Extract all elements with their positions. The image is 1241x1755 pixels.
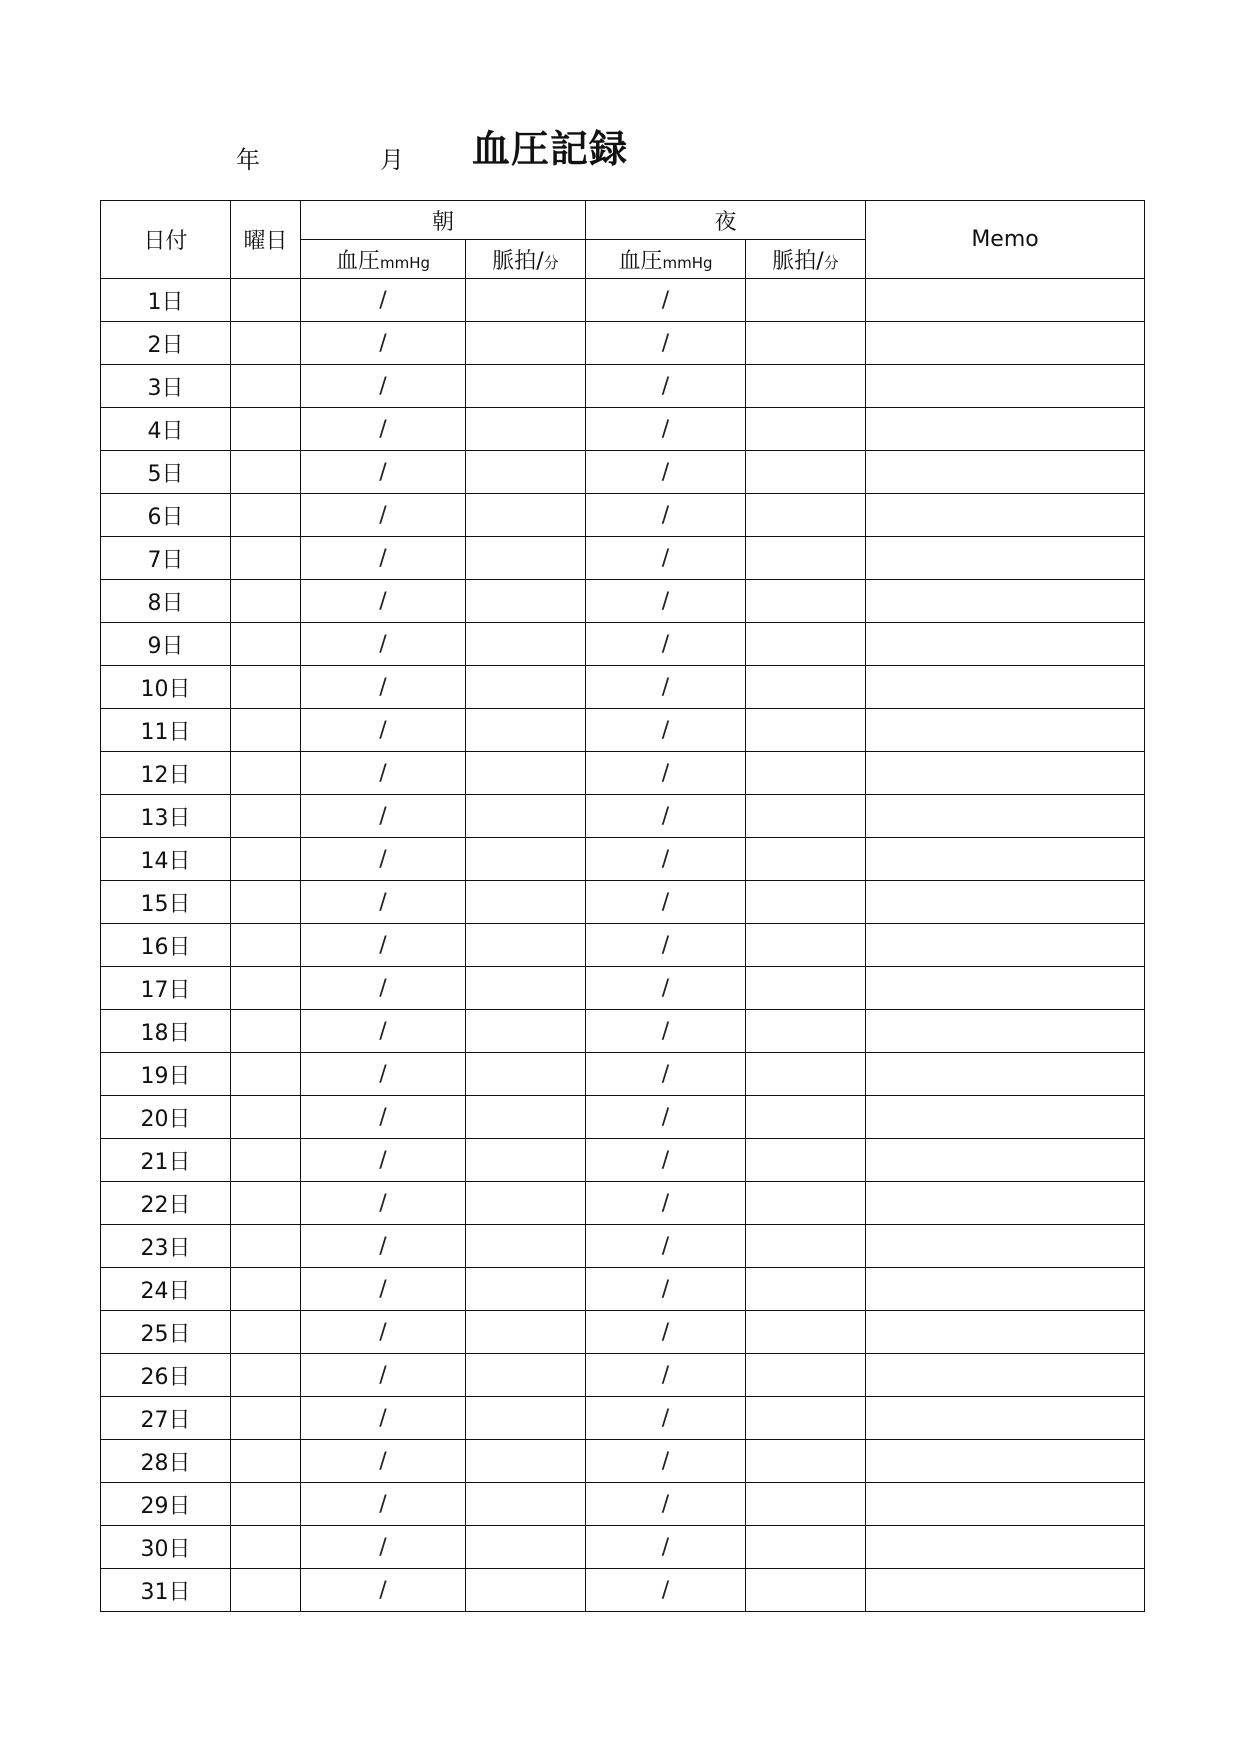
table-row	[101, 408, 1145, 451]
day-cell: 20日	[101, 1096, 231, 1139]
weekday-cell[interactable]	[231, 1139, 301, 1182]
day-cell: 28日	[101, 1440, 231, 1483]
weekday-cell[interactable]	[231, 451, 301, 494]
morning-bp-cell[interactable]: /	[301, 795, 466, 838]
day-cell: 31日	[101, 1569, 231, 1612]
night-bp-cell[interactable]: /	[586, 494, 746, 537]
weekday-cell[interactable]	[231, 494, 301, 537]
night-pulse-cell[interactable]	[746, 1010, 866, 1053]
morning-pulse-cell[interactable]	[466, 838, 586, 881]
page-title: 血圧記録	[472, 127, 629, 171]
weekday-cell[interactable]	[231, 838, 301, 881]
morning-bp-cell[interactable]: /	[301, 1225, 466, 1268]
weekday-cell[interactable]	[231, 1182, 301, 1225]
morning-pulse-cell[interactable]	[466, 1569, 586, 1612]
column-header-weekday: 曜日	[231, 201, 301, 279]
memo-cell[interactable]	[866, 1096, 1145, 1139]
morning-pulse-cell[interactable]	[466, 451, 586, 494]
morning-pulse-cell[interactable]	[466, 1354, 586, 1397]
memo-cell[interactable]	[866, 580, 1145, 623]
morning-bp-cell[interactable]: /	[301, 1526, 466, 1569]
table-row	[101, 1268, 1145, 1311]
column-header-night-bp	[586, 240, 746, 279]
day-cell: 22日	[101, 1182, 231, 1225]
table-row	[101, 279, 1145, 322]
table-row	[101, 795, 1145, 838]
morning-bp-cell[interactable]: /	[301, 1569, 466, 1612]
document-header	[0, 0, 1241, 200]
memo-cell[interactable]	[866, 1139, 1145, 1182]
morning-bp-cell[interactable]: /	[301, 666, 466, 709]
night-bp-cell[interactable]: /	[586, 1139, 746, 1182]
morning-bp-cell[interactable]: /	[301, 1311, 466, 1354]
night-pulse-cell[interactable]	[746, 1354, 866, 1397]
morning-pulse-cell[interactable]	[466, 279, 586, 322]
morning-pulse-cell[interactable]	[466, 408, 586, 451]
day-cell: 12日	[101, 752, 231, 795]
night-bp-cell[interactable]: /	[586, 1397, 746, 1440]
morning-pulse-cell[interactable]	[466, 967, 586, 1010]
memo-cell[interactable]	[866, 365, 1145, 408]
night-pulse-cell[interactable]	[746, 838, 866, 881]
morning-bp-cell[interactable]: /	[301, 1053, 466, 1096]
night-pulse-cell[interactable]	[746, 365, 866, 408]
day-cell: 13日	[101, 795, 231, 838]
night-bp-cell[interactable]: /	[586, 1569, 746, 1612]
table-row	[101, 881, 1145, 924]
table-row	[101, 322, 1145, 365]
day-cell: 8日	[101, 580, 231, 623]
day-cell: 1日	[101, 279, 231, 322]
morning-bp-cell[interactable]: /	[301, 322, 466, 365]
bp-unit: mmHg	[379, 253, 431, 272]
morning-pulse-cell[interactable]	[466, 1397, 586, 1440]
column-header-day: 日付	[101, 201, 231, 279]
table-body	[101, 279, 1145, 1612]
memo-cell[interactable]	[866, 1440, 1145, 1483]
night-pulse-cell[interactable]	[746, 1225, 866, 1268]
table-row	[101, 1569, 1145, 1612]
night-pulse-cell[interactable]	[746, 537, 866, 580]
day-cell: 17日	[101, 967, 231, 1010]
morning-pulse-cell[interactable]	[466, 1483, 586, 1526]
night-bp-cell[interactable]: /	[586, 322, 746, 365]
night-pulse-cell[interactable]	[746, 752, 866, 795]
weekday-cell[interactable]	[231, 365, 301, 408]
day-cell: 6日	[101, 494, 231, 537]
night-bp-cell[interactable]: /	[586, 838, 746, 881]
morning-pulse-cell[interactable]	[466, 537, 586, 580]
night-bp-cell[interactable]: /	[586, 967, 746, 1010]
memo-cell[interactable]	[866, 924, 1145, 967]
column-header-morning-bp	[301, 240, 466, 279]
morning-bp-cell[interactable]: /	[301, 1182, 466, 1225]
memo-cell[interactable]	[866, 1483, 1145, 1526]
morning-bp-cell[interactable]: /	[301, 1096, 466, 1139]
night-pulse-cell[interactable]	[746, 1526, 866, 1569]
day-cell: 5日	[101, 451, 231, 494]
morning-bp-cell[interactable]: /	[301, 1010, 466, 1053]
morning-pulse-cell[interactable]	[466, 494, 586, 537]
morning-pulse-cell[interactable]	[466, 1311, 586, 1354]
day-cell: 15日	[101, 881, 231, 924]
morning-bp-cell[interactable]: /	[301, 967, 466, 1010]
night-pulse-cell[interactable]	[746, 580, 866, 623]
morning-pulse-cell[interactable]	[466, 1053, 586, 1096]
night-bp-cell[interactable]: /	[586, 752, 746, 795]
memo-cell[interactable]	[866, 1311, 1145, 1354]
weekday-cell[interactable]	[231, 279, 301, 322]
weekday-cell[interactable]	[231, 1440, 301, 1483]
weekday-cell[interactable]	[231, 1311, 301, 1354]
weekday-cell[interactable]	[231, 967, 301, 1010]
table-row	[101, 924, 1145, 967]
night-pulse-cell[interactable]	[746, 924, 866, 967]
table-row	[101, 1096, 1145, 1139]
weekday-cell[interactable]	[231, 1053, 301, 1096]
memo-cell[interactable]	[866, 666, 1145, 709]
morning-bp-cell[interactable]: /	[301, 709, 466, 752]
night-bp-cell[interactable]: /	[586, 924, 746, 967]
pulse-label: 脈拍/	[772, 248, 824, 274]
morning-pulse-cell[interactable]	[466, 1526, 586, 1569]
column-header-night-pulse	[746, 240, 866, 279]
memo-cell[interactable]	[866, 752, 1145, 795]
night-bp-cell[interactable]: /	[586, 1440, 746, 1483]
morning-pulse-cell[interactable]	[466, 1182, 586, 1225]
table-row	[101, 1397, 1145, 1440]
morning-bp-cell[interactable]: /	[301, 1268, 466, 1311]
table-row	[101, 494, 1145, 537]
day-cell: 4日	[101, 408, 231, 451]
night-pulse-cell[interactable]	[746, 881, 866, 924]
table-row	[101, 451, 1145, 494]
morning-bp-cell[interactable]: /	[301, 1440, 466, 1483]
day-cell: 7日	[101, 537, 231, 580]
memo-cell[interactable]	[866, 451, 1145, 494]
bp-label: 血圧	[618, 248, 663, 274]
day-cell: 23日	[101, 1225, 231, 1268]
day-cell: 30日	[101, 1526, 231, 1569]
weekday-cell[interactable]	[231, 795, 301, 838]
morning-bp-cell[interactable]: /	[301, 537, 466, 580]
table-row	[101, 1053, 1145, 1096]
table-row	[101, 623, 1145, 666]
night-pulse-cell[interactable]	[746, 967, 866, 1010]
night-bp-cell[interactable]: /	[586, 1483, 746, 1526]
weekday-cell[interactable]	[231, 1569, 301, 1612]
morning-pulse-cell[interactable]	[466, 1096, 586, 1139]
table-row	[101, 709, 1145, 752]
day-cell: 16日	[101, 924, 231, 967]
table-row	[101, 1225, 1145, 1268]
day-cell: 27日	[101, 1397, 231, 1440]
morning-pulse-cell[interactable]	[466, 795, 586, 838]
night-pulse-cell[interactable]	[746, 1053, 866, 1096]
morning-bp-cell[interactable]: /	[301, 1139, 466, 1182]
table-row	[101, 967, 1145, 1010]
night-bp-cell[interactable]: /	[586, 279, 746, 322]
day-cell: 24日	[101, 1268, 231, 1311]
weekday-cell[interactable]	[231, 580, 301, 623]
weekday-cell[interactable]	[231, 752, 301, 795]
night-bp-cell[interactable]: /	[586, 365, 746, 408]
day-cell: 3日	[101, 365, 231, 408]
night-bp-cell[interactable]: /	[586, 1268, 746, 1311]
table-row	[101, 1526, 1145, 1569]
group-header-night: 夜	[586, 201, 866, 240]
night-bp-cell[interactable]: /	[586, 1010, 746, 1053]
morning-bp-cell[interactable]: /	[301, 752, 466, 795]
morning-pulse-cell[interactable]	[466, 365, 586, 408]
morning-pulse-cell[interactable]	[466, 752, 586, 795]
day-cell: 18日	[101, 1010, 231, 1053]
table-row	[101, 752, 1145, 795]
weekday-cell[interactable]	[231, 1354, 301, 1397]
memo-cell[interactable]	[866, 1182, 1145, 1225]
memo-cell[interactable]	[866, 1053, 1145, 1096]
memo-cell[interactable]	[866, 1225, 1145, 1268]
day-cell: 9日	[101, 623, 231, 666]
memo-cell[interactable]	[866, 1354, 1145, 1397]
night-bp-cell[interactable]: /	[586, 623, 746, 666]
memo-cell[interactable]	[866, 838, 1145, 881]
day-cell: 11日	[101, 709, 231, 752]
table-row	[101, 1483, 1145, 1526]
memo-cell[interactable]	[866, 1569, 1145, 1612]
column-header-memo: Memo	[866, 201, 1145, 279]
memo-cell[interactable]	[866, 279, 1145, 322]
day-cell: 2日	[101, 322, 231, 365]
table-row	[101, 580, 1145, 623]
night-pulse-cell[interactable]	[746, 1397, 866, 1440]
table-row	[101, 1010, 1145, 1053]
day-cell: 25日	[101, 1311, 231, 1354]
night-bp-cell[interactable]: /	[586, 537, 746, 580]
night-bp-cell[interactable]: /	[586, 1182, 746, 1225]
memo-cell[interactable]	[866, 408, 1145, 451]
night-pulse-cell[interactable]	[746, 451, 866, 494]
night-bp-cell[interactable]: /	[586, 1053, 746, 1096]
table-row	[101, 838, 1145, 881]
night-pulse-cell[interactable]	[746, 795, 866, 838]
table-row	[101, 365, 1145, 408]
memo-cell[interactable]	[866, 623, 1145, 666]
night-bp-cell[interactable]: /	[586, 1311, 746, 1354]
table-row	[101, 666, 1145, 709]
memo-cell[interactable]	[866, 1397, 1145, 1440]
table-row	[101, 1311, 1145, 1354]
night-pulse-cell[interactable]	[746, 1483, 866, 1526]
night-pulse-cell[interactable]	[746, 1139, 866, 1182]
memo-cell[interactable]	[866, 322, 1145, 365]
memo-cell[interactable]	[866, 1010, 1145, 1053]
memo-cell[interactable]	[866, 881, 1145, 924]
memo-cell[interactable]	[866, 1268, 1145, 1311]
night-pulse-cell[interactable]	[746, 1440, 866, 1483]
morning-bp-cell[interactable]: /	[301, 881, 466, 924]
morning-pulse-cell[interactable]	[466, 322, 586, 365]
group-header-morning: 朝	[301, 201, 586, 240]
memo-cell[interactable]	[866, 709, 1145, 752]
weekday-cell[interactable]	[231, 408, 301, 451]
night-pulse-cell[interactable]	[746, 1096, 866, 1139]
morning-bp-cell[interactable]: /	[301, 1483, 466, 1526]
weekday-cell[interactable]	[231, 924, 301, 967]
day-cell: 21日	[101, 1139, 231, 1182]
morning-bp-cell[interactable]: /	[301, 580, 466, 623]
morning-pulse-cell[interactable]	[466, 1139, 586, 1182]
morning-bp-cell[interactable]: /	[301, 408, 466, 451]
memo-cell[interactable]	[866, 1526, 1145, 1569]
weekday-cell[interactable]	[231, 1526, 301, 1569]
day-cell: 26日	[101, 1354, 231, 1397]
weekday-cell[interactable]	[231, 537, 301, 580]
night-bp-cell[interactable]: /	[586, 709, 746, 752]
night-pulse-cell[interactable]	[746, 1569, 866, 1612]
column-header-morning-pulse	[466, 240, 586, 279]
morning-pulse-cell[interactable]	[466, 1268, 586, 1311]
morning-pulse-cell[interactable]	[466, 709, 586, 752]
morning-bp-cell[interactable]: /	[301, 1397, 466, 1440]
morning-pulse-cell[interactable]	[466, 623, 586, 666]
morning-pulse-cell[interactable]	[466, 1440, 586, 1483]
night-bp-cell[interactable]: /	[586, 1526, 746, 1569]
weekday-cell[interactable]	[231, 623, 301, 666]
weekday-cell[interactable]	[231, 1010, 301, 1053]
day-cell: 14日	[101, 838, 231, 881]
night-pulse-cell[interactable]	[746, 408, 866, 451]
night-bp-cell[interactable]: /	[586, 1354, 746, 1397]
table-row	[101, 1139, 1145, 1182]
night-bp-cell[interactable]: /	[586, 451, 746, 494]
morning-bp-cell[interactable]: /	[301, 924, 466, 967]
weekday-cell[interactable]	[231, 1397, 301, 1440]
morning-bp-cell[interactable]: /	[301, 365, 466, 408]
pulse-unit: 分	[823, 253, 839, 272]
night-pulse-cell[interactable]	[746, 709, 866, 752]
morning-pulse-cell[interactable]	[466, 881, 586, 924]
morning-pulse-cell[interactable]	[466, 924, 586, 967]
weekday-cell[interactable]	[231, 709, 301, 752]
weekday-cell[interactable]	[231, 1096, 301, 1139]
weekday-cell[interactable]	[231, 1268, 301, 1311]
day-cell: 19日	[101, 1053, 231, 1096]
blood-pressure-table	[100, 200, 1145, 1612]
night-pulse-cell[interactable]	[746, 494, 866, 537]
month-label: 月	[380, 146, 404, 174]
day-cell: 10日	[101, 666, 231, 709]
day-cell: 29日	[101, 1483, 231, 1526]
table-row	[101, 1440, 1145, 1483]
memo-cell[interactable]	[866, 537, 1145, 580]
night-pulse-cell[interactable]	[746, 1268, 866, 1311]
night-bp-cell[interactable]: /	[586, 795, 746, 838]
night-bp-cell[interactable]: /	[586, 1225, 746, 1268]
night-bp-cell[interactable]: /	[586, 408, 746, 451]
morning-bp-cell[interactable]: /	[301, 451, 466, 494]
pulse-unit: 分	[543, 253, 559, 272]
pulse-label: 脈拍/	[492, 248, 544, 274]
year-label: 年	[236, 146, 260, 174]
table-row	[101, 1182, 1145, 1225]
morning-pulse-cell[interactable]	[466, 666, 586, 709]
night-bp-cell[interactable]: /	[586, 881, 746, 924]
morning-pulse-cell[interactable]	[466, 1010, 586, 1053]
memo-cell[interactable]	[866, 967, 1145, 1010]
weekday-cell[interactable]	[231, 322, 301, 365]
morning-bp-cell[interactable]: /	[301, 494, 466, 537]
morning-bp-cell[interactable]: /	[301, 623, 466, 666]
memo-cell[interactable]	[866, 494, 1145, 537]
morning-bp-cell[interactable]: /	[301, 1354, 466, 1397]
weekday-cell[interactable]	[231, 881, 301, 924]
morning-pulse-cell[interactable]	[466, 580, 586, 623]
weekday-cell[interactable]	[231, 1225, 301, 1268]
table-row	[101, 1354, 1145, 1397]
memo-cell[interactable]	[866, 795, 1145, 838]
morning-pulse-cell[interactable]	[466, 1225, 586, 1268]
bp-unit: mmHg	[662, 253, 713, 272]
night-pulse-cell[interactable]	[746, 1311, 866, 1354]
night-pulse-cell[interactable]	[746, 279, 866, 322]
weekday-cell[interactable]	[231, 666, 301, 709]
bp-label: 血圧	[335, 248, 380, 274]
morning-bp-cell[interactable]: /	[301, 279, 466, 322]
weekday-cell[interactable]	[231, 1483, 301, 1526]
night-bp-cell[interactable]: /	[586, 666, 746, 709]
night-bp-cell[interactable]: /	[586, 580, 746, 623]
morning-bp-cell[interactable]: /	[301, 838, 466, 881]
night-pulse-cell[interactable]	[746, 623, 866, 666]
table-row	[101, 537, 1145, 580]
night-pulse-cell[interactable]	[746, 322, 866, 365]
night-pulse-cell[interactable]	[746, 1182, 866, 1225]
night-pulse-cell[interactable]	[746, 666, 866, 709]
night-bp-cell[interactable]: /	[586, 1096, 746, 1139]
